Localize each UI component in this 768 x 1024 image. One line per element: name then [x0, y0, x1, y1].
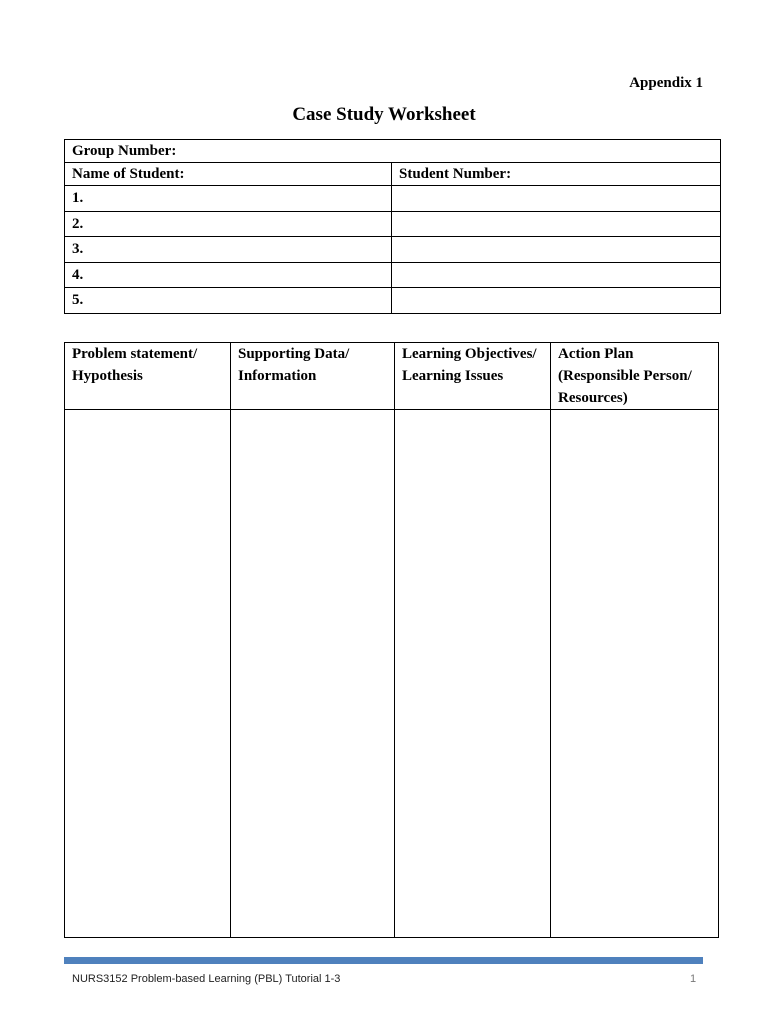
student-row-label: 2.	[65, 211, 392, 237]
student-number-cell[interactable]	[392, 186, 721, 212]
student-row-label: 1.	[65, 186, 392, 212]
header-line: Learning Issues	[402, 368, 504, 384]
header-line: Information	[238, 368, 317, 384]
header-line: Resources)	[558, 390, 628, 406]
student-number-cell[interactable]	[392, 237, 721, 263]
action-plan-cell[interactable]	[551, 410, 719, 938]
student-row-label: 4.	[65, 262, 392, 288]
student-row-label: 3.	[65, 237, 392, 263]
action-plan-header	[551, 343, 719, 410]
student-number-cell[interactable]	[392, 288, 721, 314]
student-table	[64, 139, 721, 314]
student-number-header: Student Number:	[392, 163, 721, 186]
footer-divider	[64, 957, 703, 964]
page-number: 1	[690, 973, 697, 985]
header-line: (Responsible Person/	[558, 368, 692, 384]
problem-statement-cell[interactable]	[65, 410, 231, 938]
learning-objectives-cell[interactable]	[395, 410, 551, 938]
header-line: Learning Objectives/	[402, 346, 537, 362]
student-number-cell[interactable]	[392, 211, 721, 237]
worksheet-table	[64, 342, 719, 938]
footer-text: NURS3152 Problem-based Learning (PBL) Tutorial 1-3	[72, 973, 341, 985]
page-title: Case Study Worksheet	[292, 104, 476, 125]
student-number-cell[interactable]	[392, 262, 721, 288]
group-number-label: Group Number:	[65, 140, 721, 163]
header-line: Problem statement/	[72, 346, 198, 362]
header-line: Supporting Data/	[238, 346, 350, 362]
name-of-student-header: Name of Student:	[65, 163, 392, 186]
supporting-data-cell[interactable]	[231, 410, 395, 938]
supporting-data-header	[231, 343, 395, 410]
learning-objectives-header	[395, 343, 551, 410]
student-row-label: 5.	[65, 288, 392, 314]
appendix-label: Appendix 1	[629, 75, 703, 91]
header-line: Hypothesis	[72, 368, 143, 384]
header-line: Action Plan	[558, 346, 634, 362]
problem-statement-header	[65, 343, 231, 410]
